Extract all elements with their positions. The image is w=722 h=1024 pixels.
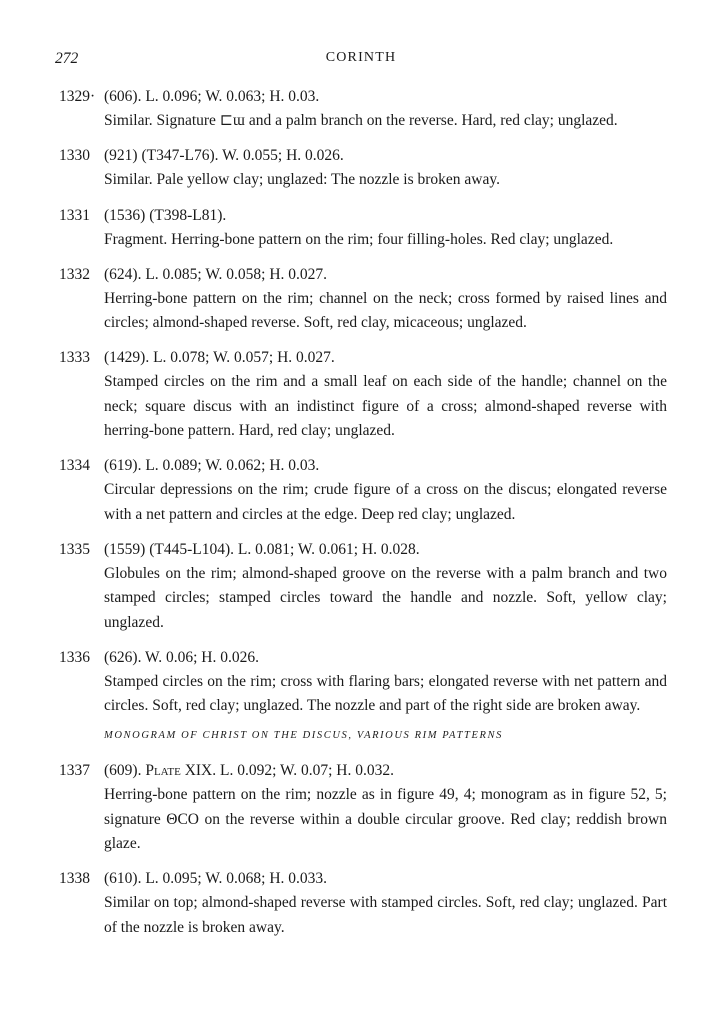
- catalogue-entry: [0, 262, 722, 336]
- entry-description: Fragment. Herring-bone pattern on the rim; four filling-holes. Red clay; unglazed.: [104, 230, 614, 248]
- entry-number: 1337: [59, 762, 90, 780]
- dimensions: L. 0.092; W. 0.07; H. 0.032.: [216, 762, 394, 780]
- running-title: CORINTH: [325, 50, 397, 65]
- entry-header: [0, 203, 722, 228]
- entry-description: Stamped circles on the rim and a small leaf on each side of the handle; channel on the neck; square discus with an indistinct figure of a cross; almond-shaped reverse with herring-bone pattern. Hard, red clay; unglazed.: [104, 373, 667, 440]
- catalogue-entry: [0, 143, 722, 192]
- entry-description: Similar. Signature ⊏ɯ and a palm branch on the reverse. Hard, red clay; unglazed.: [104, 112, 618, 129]
- entry-description: Similar on top; almond-shaped reverse with stamped circles. Soft, red clay; unglazed. Part of the nozzle is broken away.: [104, 894, 667, 936]
- entry-description: Circular depressions on the rim; crude figure of a cross on the discus; elongated reverse with a net pattern and circles at the edge. Deep red clay; unglazed.: [104, 481, 667, 523]
- entry-measurements: (921) (T347-L76). W. 0.055; H. 0.026.: [104, 147, 344, 165]
- entry-number: 1334: [59, 457, 90, 475]
- entry-description: Herring-bone pattern on the rim; channel on the neck; cross formed by raised lines and circles; almond-shaped reverse. Soft, red clay, micaceous; unglazed.: [104, 289, 667, 332]
- entry-number: 1338: [59, 870, 90, 888]
- catalogue-entries: [0, 84, 722, 950]
- entry-measurements: (610). L. 0.095; W. 0.068; H. 0.033.: [104, 870, 328, 888]
- catalogue-entry: [0, 203, 722, 252]
- entry-number: 1332: [59, 265, 90, 283]
- entry-measurements: [104, 758, 394, 783]
- entry-measurements: (619). L. 0.089; W. 0.062; H. 0.03.: [104, 457, 320, 475]
- page-header: [0, 50, 722, 72]
- entry-header: [0, 453, 722, 478]
- plate-reference: Plate XIX.: [145, 762, 217, 780]
- catalogue-entry: [0, 758, 722, 856]
- entry-number: 1336: [59, 648, 90, 666]
- entry-description: Herring-bone pattern on the rim; nozzle as in figure 49, 4; monogram as in figure 52, 5; signature ΘCO on the reverse within a double circular groove. Red clay; reddish brown glaze.: [104, 786, 667, 853]
- entry-description: Stamped circles on the rim; cross with flaring bars; elongated reverse with net pattern and circles. Soft, red clay; unglazed. The nozzle and part of the right side are broken away.: [104, 672, 667, 715]
- catalogue-entry: [0, 537, 722, 635]
- entry-header: [0, 345, 722, 370]
- entry-header: [0, 645, 722, 670]
- entry-number: 1333: [59, 349, 90, 367]
- entry-header: [0, 758, 722, 783]
- section-heading: MONOGRAM OF CHRIST ON THE DISCUS, VARIOUS RIM PATTERNS: [104, 730, 503, 742]
- entry-header: [0, 143, 722, 168]
- entry-measurements: (1559) (T445-L104). L. 0.081; W. 0.061; H. 0.028.: [104, 540, 420, 558]
- entry-description: Globules on the rim; almond-shaped groove on the reverse with a palm branch and two stamped circles; stamped circles toward the handle and nozzle. Soft, yellow clay; unglazed.: [104, 564, 667, 631]
- entry-description: Similar. Pale yellow clay; unglazed: The nozzle is broken away.: [104, 171, 500, 189]
- catalogue-entry: [0, 866, 722, 940]
- entry-header: [0, 537, 722, 562]
- entry-measurements: (1536) (T398-L81).: [104, 206, 227, 224]
- entry-measurements: (624). L. 0.085; W. 0.058; H. 0.027.: [104, 265, 328, 283]
- entry-header: [0, 866, 722, 891]
- inventory-number: (609).: [104, 762, 146, 780]
- page-number: 272: [55, 50, 79, 67]
- entry-measurements: (626). W. 0.06; H. 0.026.: [104, 648, 259, 666]
- entry-header: [0, 262, 722, 287]
- entry-number: 1331: [59, 206, 90, 224]
- catalogue-entry: [0, 453, 722, 527]
- entry-measurements: (606). L. 0.096; W. 0.063; H. 0.03.: [104, 88, 320, 105]
- catalogue-entry: [0, 645, 722, 719]
- entry-number: 1329·: [59, 88, 96, 105]
- entry-number: 1330: [59, 147, 90, 165]
- catalogue-entry: [0, 345, 722, 443]
- entry-header: [0, 84, 722, 109]
- entry-number: 1335: [59, 540, 90, 558]
- entry-measurements: (1429). L. 0.078; W. 0.057; H. 0.027.: [104, 349, 335, 367]
- catalogue-entry: [0, 84, 722, 133]
